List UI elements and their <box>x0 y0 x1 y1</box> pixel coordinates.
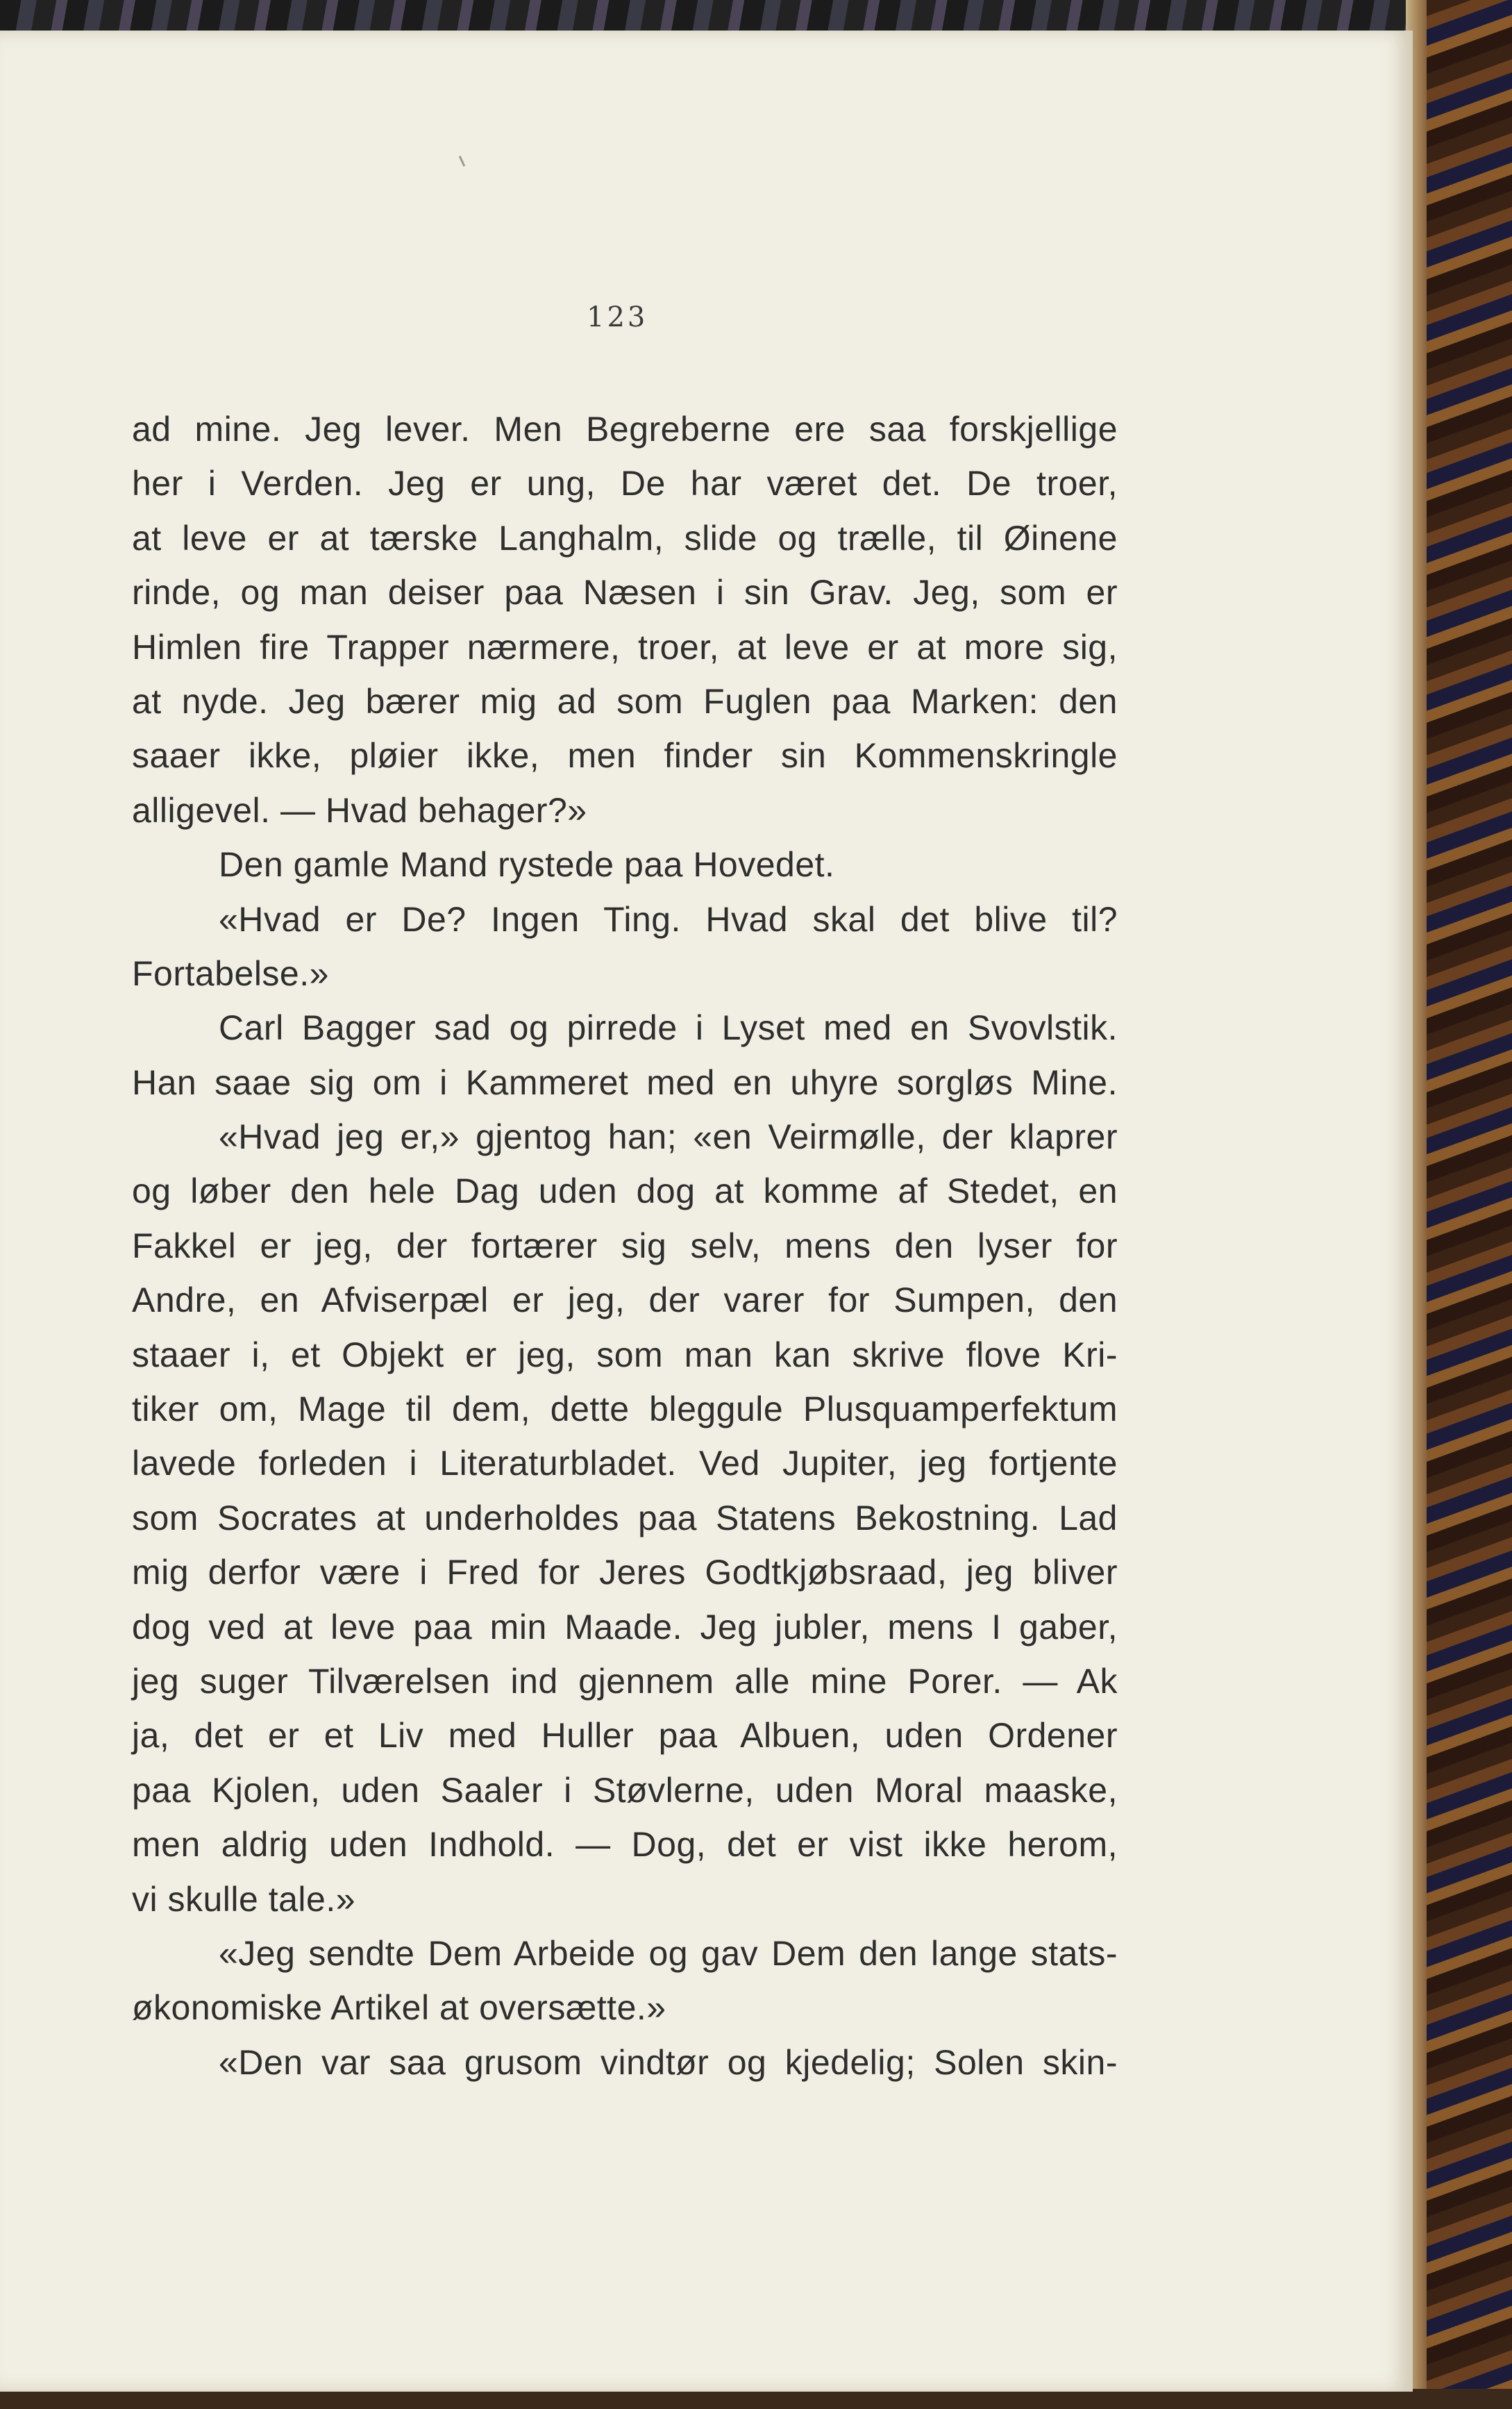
text-line: vi skulle tale.» <box>132 1879 356 1919</box>
text-line: saaer ikke, pløier ikke, men finder sin Kommenskringle <box>132 736 1118 776</box>
text-line: dog ved at leve paa min Maade. Jeg jubler, mens I gaber, <box>132 1607 1118 1647</box>
body-text <box>132 402 1118 2090</box>
text-line: paa Kjolen, uden Saaler i Støvlerne, uden Moral maaske, <box>132 1770 1118 1810</box>
text-line: Carl Bagger sad og pirrede i Lyset med en Svovlstik. <box>219 1008 1118 1048</box>
text-line: ja, det er et Liv med Huller paa Albuen, uden Ordener <box>132 1716 1118 1756</box>
text-line: som Socrates at underholdes paa Statens Bekostning. Lad <box>132 1498 1118 1537</box>
text-line: Andre, en Afviserpæl er jeg, der varer for Sumpen, den <box>132 1281 1118 1320</box>
text-line: men aldrig uden Indhold. — Dog, det er vist ikke herom, <box>132 1825 1118 1865</box>
marbled-cover <box>1427 0 1512 2409</box>
page-number: 123 <box>587 301 648 333</box>
text-line: «Jeg sendte Dem Arbeide og gav Dem den lange stats- <box>219 1933 1118 1973</box>
text-line: jeg suger Tilværelsen ind gjennem alle mine Porer. — Ak <box>132 1661 1118 1701</box>
text-line: «Hvad jeg er,» gjentog han; «en Veirmølle, der klaprer <box>219 1117 1118 1157</box>
text-line: Den gamle Mand rystede paa Hovedet. <box>219 845 835 885</box>
text-line: «Den var saa grusom vindtør og kjedelig; Solen skin- <box>219 2042 1118 2082</box>
text-line: rinde, og man deiser paa Næsen i sin Grav. Jeg, som er <box>132 573 1118 612</box>
text-line: «Hvad er De? Ingen Ting. Hvad skal det blive til? <box>219 899 1118 939</box>
text-line: mig derfor være i Fred for Jeres Godtkjøbsraad, jeg bliver <box>132 1553 1118 1592</box>
ink-mark <box>459 156 465 167</box>
text-line: ad mine. Jeg lever. Men Begreberne ere saa forskjellige <box>132 410 1118 449</box>
text-line: her i Verden. Jeg er ung, De har været det. De troer, <box>132 464 1118 503</box>
text-line: staaer i, et Objekt er jeg, som man kan skrive flove Kri- <box>132 1335 1118 1374</box>
book-cover-bottom-edge <box>0 2389 1512 2409</box>
paper-page <box>0 31 1413 2392</box>
text-line: Himlen fire Trapper nærmere, troer, at leve er at more sig, <box>132 627 1118 667</box>
text-line: at nyde. Jeg bærer mig ad som Fuglen paa Marken: den <box>132 681 1118 721</box>
text-line: at leve er at tærske Langhalm, slide og trælle, til Øinene <box>132 518 1118 558</box>
text-line: tiker om, Mage til dem, dette bleggule Plusquamperfektum <box>132 1390 1118 1429</box>
text-line: lavede forleden i Literaturbladet. Ved Jupiter, jeg fortjente <box>132 1444 1118 1483</box>
text-line: Fortabelse.» <box>132 953 329 993</box>
text-line: og løber den hele Dag uden dog at komme af Stedet, en <box>132 1172 1118 1211</box>
text-line: Fakkel er jeg, der fortærer sig selv, mens den lyser for <box>132 1226 1118 1265</box>
text-line: økonomiske Artikel at oversætte.» <box>132 1988 666 2028</box>
text-line: alligevel. — Hvad behager?» <box>132 790 587 830</box>
text-line: Han saae sig om i Kammeret med en uhyre sorgløs Mine. <box>132 1062 1118 1102</box>
